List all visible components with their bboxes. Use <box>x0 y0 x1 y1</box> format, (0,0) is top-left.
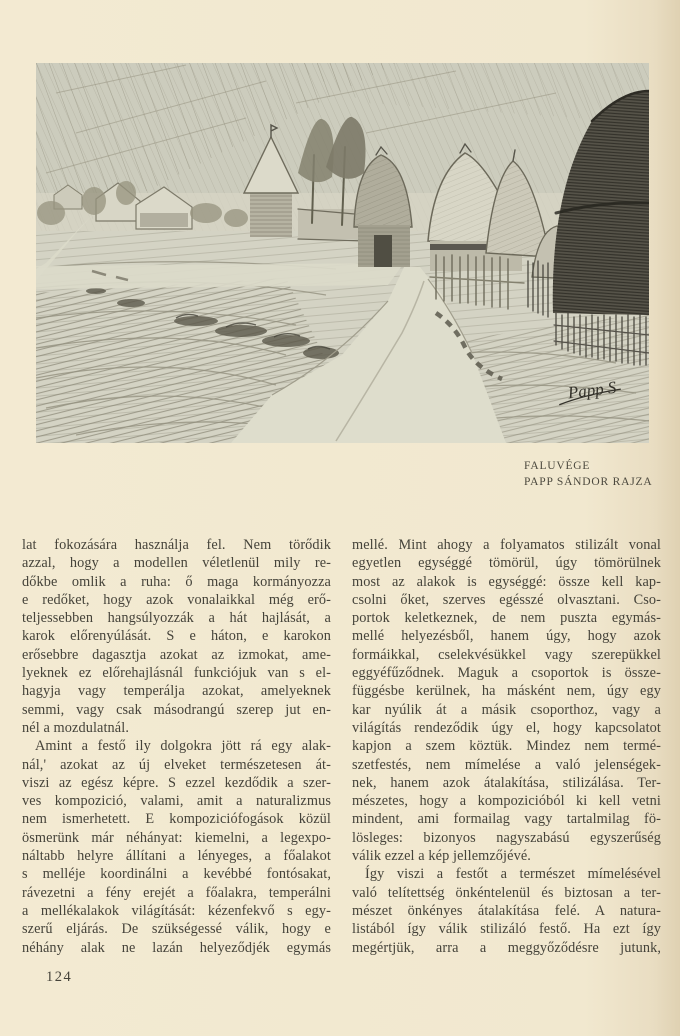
text-line: válik ezzel a kép jellemzőjévé. <box>352 848 531 865</box>
text-line: lyeknek ez előrehajlásnál funkciójuk van s el- <box>22 665 331 682</box>
text-line: nél a mozdulatnál. <box>22 719 130 736</box>
signature-text: Papp S <box>566 377 618 403</box>
page-number: 124 <box>46 969 73 985</box>
text-line: mészet önkényes átalakítása felé. A natura- <box>352 902 661 919</box>
text-line: nek, hanem azok átalakítása, stilizálása. Ter- <box>352 774 661 791</box>
text-column-left <box>22 536 331 957</box>
caption-title: FALUVÉGE <box>524 460 591 472</box>
text-line: lat fokozására használja fel. Nem törődik <box>22 537 331 553</box>
text-line: e redőket, hogy azok vonalaikkal még erő- <box>22 591 331 608</box>
text-line: szerű eljárás. De szükségessé válik, hogy e <box>22 921 331 938</box>
text-line: egyetlen egységgé tömörül, úgy tömörülnek <box>352 555 661 572</box>
text-line: való telítettség önkéntelenül és biztosan a ter- <box>352 884 661 901</box>
text-line: viszi az egész képre. S ezzel kezdődik a szer- <box>22 774 331 791</box>
text-line: mindent, ami formailag vagy tartalmilag fö- <box>352 811 661 828</box>
text-line: nem ismerhetett. E kompoziciófogások közül <box>22 811 331 828</box>
text-line: mészetes, hogy a kompozicióból ki kell vetni <box>352 793 661 810</box>
text-line: mellé helyezésből, hanem úgy, hogy azok <box>352 628 661 645</box>
text-line: hagyja vagy temperálja azokat, amelyeknek <box>22 683 331 700</box>
text-line: s melléje koordinálni a kevébbé fontósakat, <box>22 866 331 883</box>
text-line: portok keletkeznek, de nem puszta egymás- <box>352 610 661 627</box>
caption-credit: PAPP SÁNDOR RAJZA <box>524 476 653 488</box>
text-line: megértjük, arra a meggyőződésre jutunk, <box>352 939 661 956</box>
text-line: a mellékalakok világítását: kézenfekvő s egy- <box>22 902 331 919</box>
text-line: kar nyúlik át a másik csoporthoz, vagy a <box>352 701 661 718</box>
text-line: ösmerünk már néhányat: kiemelni, a legexpo- <box>22 829 331 846</box>
figure-caption <box>524 458 652 490</box>
text-line: szetfestés, nem mímelése a való jelenségek- <box>352 756 661 773</box>
text-line: Amint a festő ily dolgokra jött rá egy alak- <box>35 738 331 755</box>
text-line: függésbe kerülnek, ha másként nem, úgy egy <box>352 683 661 700</box>
text-line: formáikkal, cselekvésükkel vagy szerepükkel <box>352 646 661 663</box>
text-line: csolni őket, szerves egésszé olvasztani. Cso- <box>352 591 661 608</box>
text-line: semmi, vagy csak másodrangú szerep jut en- <box>22 701 331 718</box>
text-line: nál,' azokat az új elveket természetesen át- <box>22 756 331 773</box>
text-column-right <box>352 536 661 957</box>
text-line: rávezetni a fény erejét a főalakra, temperálni <box>22 884 331 901</box>
text-line: náltabb helyre állítani a lényeges, a főalakot <box>22 848 331 865</box>
text-line: erősebbre dagasztja azokat az izmokat, ame- <box>22 646 331 663</box>
text-line: azzal, hogy a modellen véletlenül mily re- <box>22 555 331 572</box>
text-line: kapjon a szem köztük. Mindez nem termé- <box>352 738 661 755</box>
text-line: Így viszi a festőt a természet mímelésével <box>365 866 661 883</box>
text-line: teljessebben hangsúlyozzák a hát hajlását, a <box>22 610 331 627</box>
text-line: lösleges: bizonyos nagyszabású egyszerűség <box>352 829 661 846</box>
text-line: most az alakok is egységgé: össze kell kap- <box>352 573 661 590</box>
text-line: listából így válik stilizáló festő. Ha ezt így <box>352 921 661 938</box>
text-line: karok előrenyúlását. S e háton, e karokon <box>22 628 331 645</box>
text-line: néhány alak ne lazán helyeződjék egymás <box>22 939 331 956</box>
text-line: dőkbe omlik a ruha: ő maga kormányozza <box>22 573 331 590</box>
village-illustration <box>36 63 649 443</box>
text-line: mellé. Mint ahogy a folyamatos stilizált vonal <box>352 537 661 553</box>
text-line: világítás rendeződik úgy el, hogy kapcsolatot <box>352 719 661 736</box>
text-line: ves kompozició, valami, amit a naturalizmus <box>22 793 331 810</box>
village-illustration-figure <box>36 63 649 443</box>
text-line: eggyéfűződnek. Maguk a csoportok is össze- <box>352 665 661 682</box>
